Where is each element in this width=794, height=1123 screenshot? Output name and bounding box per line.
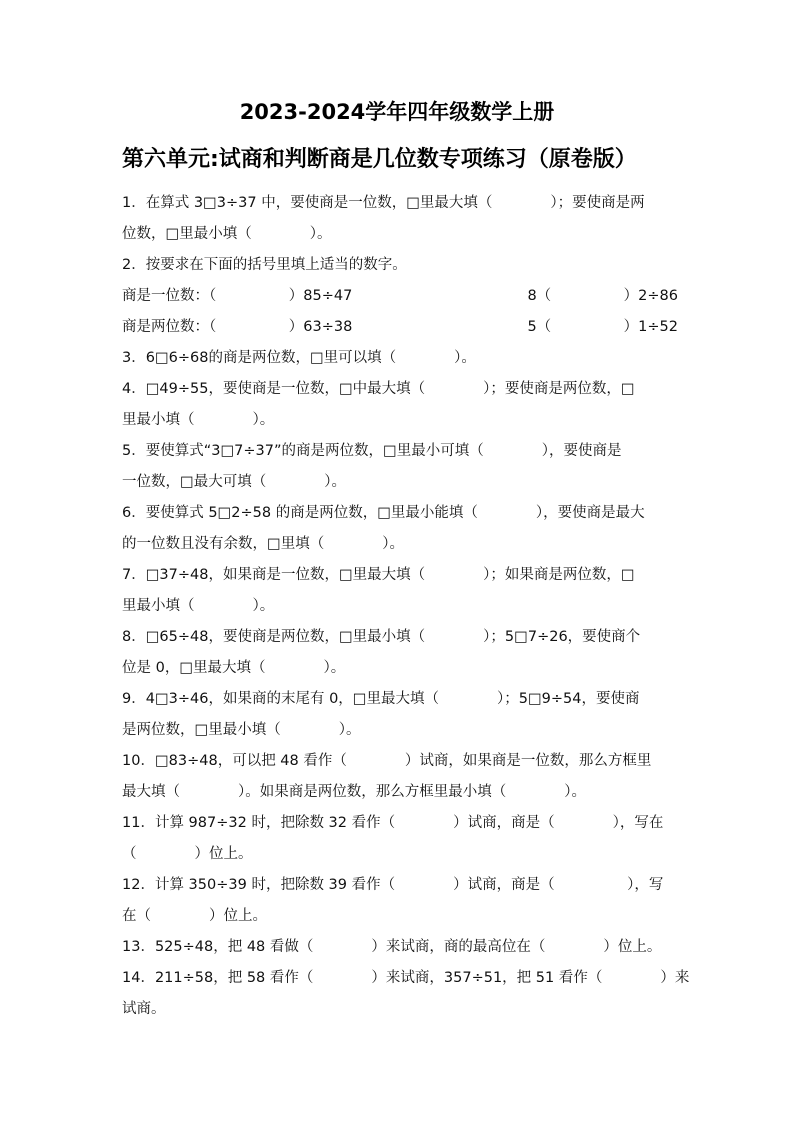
text-line: 10．□83÷48，可以把 48 看作（ ）试商，如果商是一位数，那么方框里 [122, 753, 652, 769]
text-line: 13．525÷48，把 48 看做（ ）来试商，商的最高位在（ ）位上。 [122, 939, 662, 955]
text-line-right: 5（ ）1÷52 [527, 319, 678, 335]
text-line: 12．计算 350÷39 时，把除数 39 看作（ ）试商，商是（ ），写 [122, 877, 664, 893]
text-line: 3．6□6÷68的商是两位数，□里可以填（ ）。 [122, 350, 476, 366]
questions-body [122, 188, 690, 1025]
page-title: 2023-2024学年四年级数学上册 [239, 100, 555, 124]
text-line: 里最小填（ ）。 [122, 598, 275, 614]
text-line: 里最小填（ ）。 [122, 412, 275, 428]
text-line: 1．在算式 3□3÷37 中，要使商是一位数，□里最大填（ ）；要使商是两 [122, 195, 645, 211]
text-line: 是两位数，□里最小填（ ）。 [122, 722, 361, 738]
text-line: 11．计算 987÷32 时，把除数 32 看作（ ）试商，商是（ ），写在 [122, 815, 664, 831]
text-line: 9．4□3÷46，如果商的末尾有 0，□里最大填（ ）；5□9÷54，要使商 [122, 691, 640, 707]
text-line: 7．□37÷48，如果商是一位数，□里最大填（ ）；如果商是两位数，□ [122, 567, 635, 583]
text-line: 2．按要求在下面的括号里填上适当的数字。 [122, 257, 407, 273]
text-line-left: 商是一位数：（ ）85÷47 [122, 288, 353, 304]
text-line: 8．□65÷48，要使商是两位数，□里最小填（ ）；5□7÷26，要使商个 [122, 629, 641, 645]
page-subtitle: 第六单元:试商和判断商是几位数专项练习（原卷版） [122, 147, 637, 172]
text-line: 5．要使算式“3□7÷37”的商是两位数，□里最小可填（ ），要使商是 [122, 443, 622, 459]
text-line: 4．□49÷55，要使商是一位数，□中最大填（ ）；要使商是两位数，□ [122, 381, 635, 397]
two-column-line [122, 312, 678, 343]
text-line: 最大填（ ）。如果商是两位数，那么方框里最小填（ ）。 [122, 784, 586, 800]
text-line: 14．211÷58，把 58 看作（ ）来试商，357÷51，把 51 看作（ ）来 [122, 970, 690, 986]
text-line: 位数，□里最小填（ ）。 [122, 226, 332, 242]
text-line: 6．要使算式 5□2÷58 的商是两位数，□里最小能填（ ），要使商是最大 [122, 505, 645, 521]
text-line: （ ）位上。 [122, 846, 253, 862]
two-column-line [122, 281, 678, 312]
text-line: 位是 0，□里最大填（ ）。 [122, 660, 346, 676]
text-line-left: 商是两位数：（ ）63÷38 [122, 319, 353, 335]
text-line: 的一位数且没有余数，□里填（ ）。 [122, 536, 404, 552]
text-line: 试商。 [122, 1001, 166, 1017]
text-line: 在（ ）位上。 [122, 908, 267, 924]
text-line: 一位数，□最大可填（ ）。 [122, 474, 346, 490]
text-line-right: 8（ ）2÷86 [527, 288, 678, 304]
